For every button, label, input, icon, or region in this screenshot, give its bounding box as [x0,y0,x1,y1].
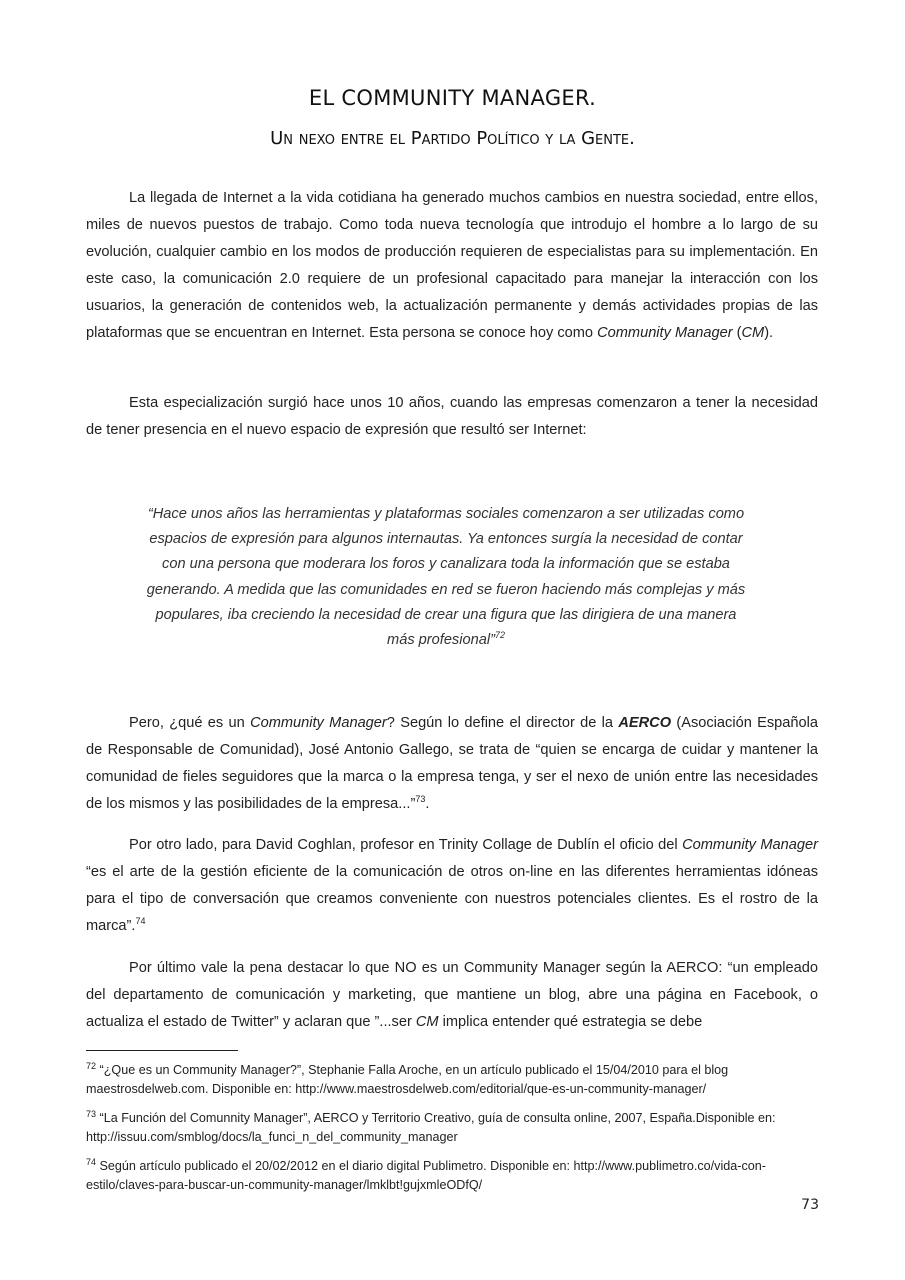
footnote-text: “La Función del Comunnity Manager”, AERCO y Territorio Creativo, guía de consulta online, 2007, España.Disponible en: http://issuu.com/smblog/docs/la_funci_n_del_community_manager [86,1111,776,1144]
footnote-ref[interactable]: 73 [415,794,426,805]
quote-text: “Hace unos años las herramientas y plataformas sociales comenzaron a ser utilizadas como espacios de expresión para algunos internautas. Ya entonces surgía la necesidad de contar con una persona que moderara los foros y canalizara toda la información que se estaba generando. A medida que las comunidades en red se fueron haciendo más complejas y más populares, iba creciendo la necesidad de crear una figura que las dirigiera de una manera más profesional” [146,506,746,649]
text: La llegada de Internet a la vida cotidiana ha generado muchos cambios en nuestra sociedad, entre ellos, miles de nuevos puestos de trabajo. Como toda nueva tecnología que introdujo el hombre a lo largo de su evolución, cualquier cambio en los modos de producción requieren de especialistas para su implementación. En este caso, la comunicación 2.0 requiere de un profesional capacitado para manejar la interacción con los usuarios, la generación de contenidos web, la actualización permanente y demás actividades propias de las plataformas que se encuentran en Internet. Esta persona se conoce hoy como [86,190,818,341]
text: Esta especialización surgió hace unos 10 años, cuando las empresas comenzaron a tener la necesidad de tener presencia en el nuevo espacio de expresión que resultó ser Internet: [86,395,818,438]
text-italic: Community Manager [682,837,818,853]
page-number: 73 [801,1197,819,1213]
footnote-74 [86,1157,826,1195]
text: Por otro lado, para David Coghlan, profesor en Trinity Collage de Dublín el oficio del [129,837,683,853]
footnote-number: 73 [86,1108,97,1119]
text: ( [732,325,742,341]
text-italic: CM [415,1014,439,1030]
paragraph-4 [86,832,818,940]
footnote-ref[interactable]: 72 [494,630,505,641]
text: ). [764,325,774,341]
footnote-text: “¿Que es un Community Manager?”, Stephanie Falla Aroche, en un artículo publicado el 15/04/2010 para el blog maestrosdelweb.com. Disponible en: http://www.maestrosdelweb.com/editorial/que-es-un-community-manager/ [86,1063,729,1096]
page-title: EL COMMUNITY MANAGER. [308,86,597,110]
text-italic: Community Manager [250,715,387,731]
text: implica entender qué estrategia se debe [438,1014,703,1030]
page-subtitle: Un nexo entre el Partido Político y la Gente. [270,128,635,149]
footnote-ref[interactable]: 74 [135,916,146,927]
footnote-number: 74 [86,1156,97,1167]
footnote-divider [86,1050,238,1051]
text: Por último vale la pena destacar lo que NO es un Community Manager según la AERCO: “un empleado del departamento de comunicación y marketing, que mantiene un blog, abre una página en Facebook, o actualiza el estado de Twitter” y aclaran que ”...ser [86,960,818,1030]
paragraph-1 [86,185,818,347]
block-quote [146,502,746,653]
text: ? Según lo define el director de la [386,715,619,731]
paragraph-3 [86,710,818,818]
text: “es el arte de la gestión eficiente de la comunicación de otros on-line en las diferentes herramientas idóneas para el tipo de conversación que creamos conveniente con nuestros potenciales clientes. Es el rostro de la marca”. [86,864,818,934]
footnote-73 [86,1109,826,1147]
footnote-72 [86,1061,826,1099]
text-bold-italic: AERCO [618,715,672,731]
text-italic: CM [741,325,765,341]
text: Pero, ¿qué es un [129,715,251,731]
paragraph-5 [86,955,818,1036]
text-italic: Community Manager [597,325,733,341]
text: (Asociación Española de Responsable de Comunidad), José Antonio Gallego, se trata de “quien se encarga de cuidar y mantener la comunidad de fieles seguidores que la marca o la empresa tenga, y ser el nexo de unión entre las necesidades de los mismos y las posibilidades de la empresa...” [86,715,818,812]
text: . [425,796,430,812]
footnote-text: Según artículo publicado el 20/02/2012 en el diario digital Publimetro. Disponible en: http://www.publimetro.co/vida-con-estilo/claves-para-buscar-un-community-manager/lmklbt!gujxmleODfQ/ [86,1159,766,1192]
paragraph-2 [86,390,818,444]
footnote-number: 72 [86,1060,97,1071]
